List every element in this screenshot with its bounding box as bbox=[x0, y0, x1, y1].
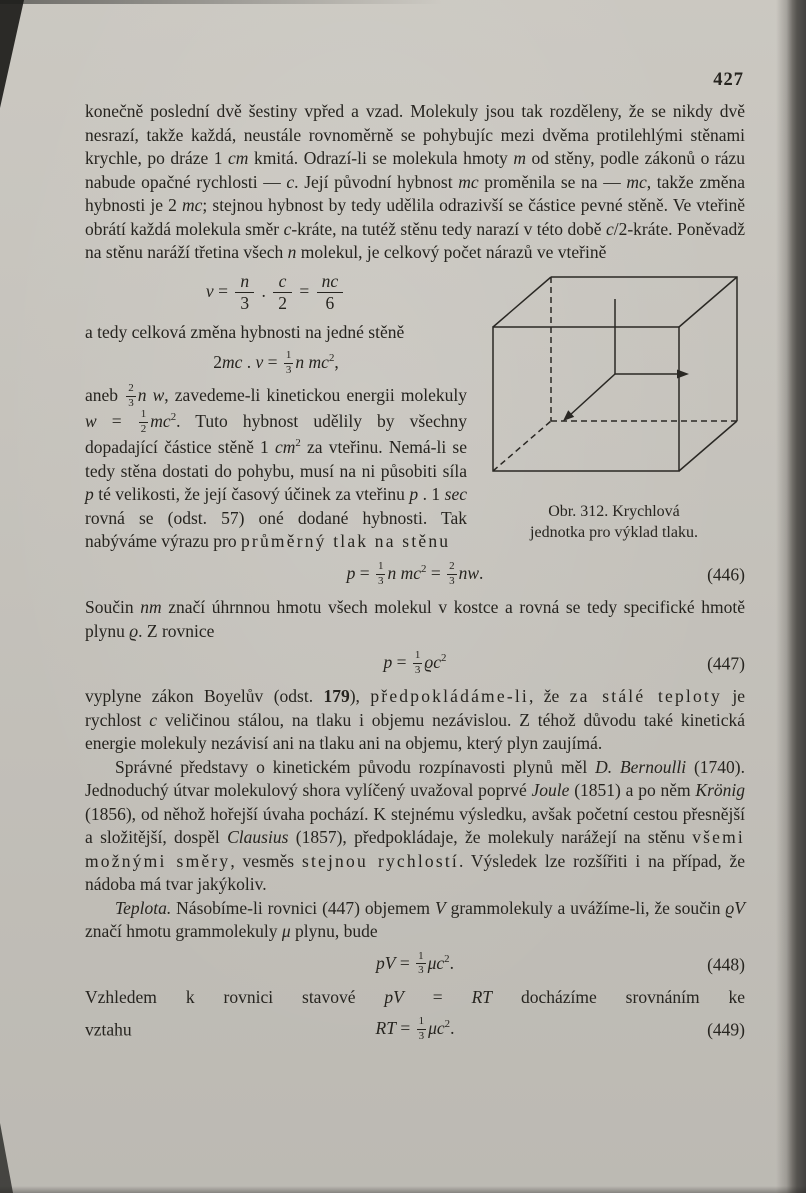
page-corner-shadow-bottom-left bbox=[0, 1123, 13, 1193]
paragraph-pressure-derivation: aneb $\frac{2}{3}$ n w, zavedeme-li kinetickou energii molekuly w = $\frac{1}{2}$ $mc^2$. Tuto hybnost udělily by všechny dopadající částice stěně 1 $cm^2$ za vteřinu. Nemá-li se tedy stěna dostati do pohybu, musí na ni působiti síla p té velikosti, že její časový účinek za vteřinu p . 1 sec rovná se (odst. 57) oné dodané hybnosti. Tak nabýváme výrazu pro průměrný tlak na stěnu bbox=[85, 382, 468, 552]
equation-447 bbox=[85, 651, 745, 677]
page-edge-shadow-bottom bbox=[0, 1186, 806, 1193]
equation-448 bbox=[85, 949, 745, 978]
equation-449-body: RT = $\frac{1}{3}$ $\mu c^2$. bbox=[375, 1015, 455, 1042]
paragraph-molecule-motion: konečně poslední dvě šestiny vpřed a vzad. Molekuly jsou tak rozděleny, že se nikdy dvě nesrazí, takže každá, neustále rovnoměrně se pohybujíc mezi dvěma protilehlými stěnami krychle, po dráze 1 cm kmitá. Odrazí-li se molekula hmoty m od stěny, podle zákonů o rázu nabude opačné rychlosti — c. Její původní hybnost mc proměnila se na — mc, takže změna hybnosti je 2 mc; stejnou hybnost by tedy udělila odrazivší se částice pevné stěně. Ve vteřině obrátí každá molekula směr c-kráte, na tutéž stěnu tedy narazí v této době c/2-kráte. Poněvadž na stěnu naráží třetina všech n molekul, je celkový počet nárazů ve vteřině bbox=[85, 101, 746, 262]
figure-caption: Obr. 312. Krychlová jednotka pro výklad tlaku. bbox=[530, 502, 698, 541]
equation-449 bbox=[85, 1017, 745, 1043]
paragraph-state-equation: Vzhledem k rovnici stavové pV = RT docházíme srovnáním ke bbox=[85, 986, 745, 1007]
page-number: 427 bbox=[713, 70, 744, 90]
paragraph-temperature: Teplota. Násobíme-li rovnici (447) objemem V grammolekuly a uvážíme-li, že součin ϱV značí hmotu grammolekuly μ plynu, bude bbox=[85, 897, 745, 942]
equation-448-number: (448) bbox=[707, 953, 745, 974]
page-edge-shadow-right bbox=[776, 0, 806, 1193]
equation-446-body: p = $\frac{1}{3}$ n $mc^2$ = $\frac{2}{3}$ nw. bbox=[346, 559, 484, 587]
equation-448-body: pV = $\frac{1}{3}$ $\mu c^2$. bbox=[376, 949, 454, 977]
equation-449-number: (449) bbox=[707, 1019, 745, 1040]
page-content bbox=[85, 100, 745, 1051]
equation-449-lead-word: vztahu bbox=[85, 1019, 132, 1040]
equation-447-number: (447) bbox=[707, 653, 745, 674]
equation-momentum-change: 2mc . v = $\frac{1}{3}$ n $mc^2$, bbox=[213, 349, 339, 376]
equation-446 bbox=[85, 559, 745, 588]
equation-446-number: (446) bbox=[707, 564, 745, 585]
paragraph-history: Správné představy o kinetickém původu rozpínavosti plynů měl D. Bernoulli (1740). Jednoduchý útvar molekulový shora vylíčený uvažoval poprvé Joule (1851) a po něm Krönig (1856), od něhož hořejší úvaha pochází. K stejnému výsledku, avšak početní cestou přesnější a složitější, dospěl Clausius (1857), předpokládaje, že molekuly narážejí na stěnu všemi možnými směry, vesměs stejnou rychlostí. Výsledek lze rozšířiti i na případ, že nádoba má tvar jakýkoliv. bbox=[85, 756, 746, 895]
paragraph-density: Součin nm značí úhrnnou hmotu všech molekul v kostce a rovná se tedy specifické hmotě plynu ϱ. Z rovnice bbox=[85, 597, 745, 641]
paragraph-momentum-lead: a tedy celková změna hybnosti na jedné stěně bbox=[85, 321, 405, 342]
paragraph-boyle-law: vyplyne zákon Boyelův (odst. 179), předpokládáme-li, že za stálé teploty je rychlost c veličinou stálou, na tlaku i objemu nezávislou. Z téhož důvodu také kinetická energie molekuly nezávisí ani na tlaku ani na objemu, který plyn zaujímá. bbox=[85, 686, 745, 754]
equation-447-body: p = $\frac{1}{3}$ $ϱc^2$ bbox=[383, 649, 447, 676]
page-edge-shadow-top bbox=[0, 0, 443, 4]
figure-312 bbox=[483, 269, 745, 543]
page-corner-shadow-top-left bbox=[0, 0, 24, 108]
cube-diagram-icon bbox=[485, 269, 743, 481]
equation-collision-rate: v = $\frac{n}{3}$ . $\frac{c}{2}$ = $\frac{nc}{6}$ bbox=[85, 272, 745, 314]
